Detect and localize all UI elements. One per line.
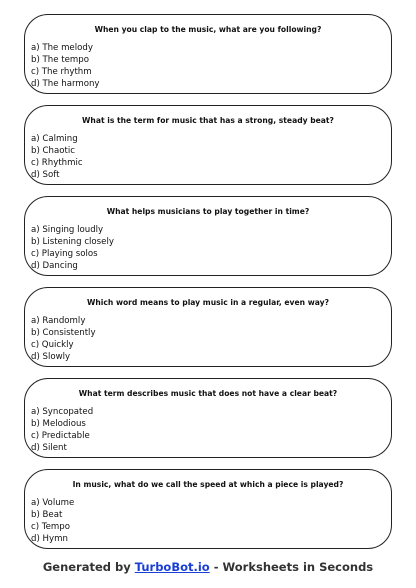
footer-prefix: Generated by	[42, 560, 135, 574]
option-c: c) Tempo	[31, 522, 70, 532]
option-d: d) Soft	[31, 170, 60, 180]
question-card-4	[24, 287, 392, 367]
turbobot-link[interactable]: TurboBot.io	[134, 560, 210, 574]
option-b: b) Melodious	[31, 419, 86, 429]
footer-suffix: - Worksheets in Seconds	[209, 560, 374, 574]
option-d: d) Dancing	[31, 261, 78, 271]
option-b: b) Consistently	[31, 328, 96, 338]
option-a: a) The melody	[31, 43, 93, 53]
question-card-3	[24, 196, 392, 276]
option-c: c) Rhythmic	[31, 158, 83, 168]
question-text: What is the term for music that has a strong, steady beat?	[82, 116, 334, 125]
option-c: c) Quickly	[31, 340, 74, 350]
option-a: a) Singing loudly	[31, 225, 104, 235]
options-list	[31, 497, 74, 545]
option-c: c) Playing solos	[31, 249, 98, 259]
question-card-5	[24, 378, 392, 458]
option-b: b) The tempo	[31, 55, 89, 65]
options-list	[31, 42, 100, 90]
question-text: In music, what do we call the speed at which a piece is played?	[72, 480, 344, 489]
question-text: Which word means to play music in a regular, even way?	[87, 298, 329, 307]
option-b: b) Beat	[31, 510, 63, 520]
option-d: d) Hymn	[31, 534, 68, 544]
option-a: a) Syncopated	[31, 407, 94, 417]
question-card-1	[24, 14, 392, 94]
options-list	[31, 315, 96, 363]
option-d: d) Slowly	[31, 352, 71, 362]
option-c: c) Predictable	[31, 431, 90, 441]
question-card-2	[24, 105, 392, 185]
options-list	[31, 133, 83, 181]
option-c: c) The rhythm	[31, 67, 92, 77]
question-text: When you clap to the music, what are you following?	[94, 25, 322, 34]
option-b: b) Chaotic	[31, 146, 75, 156]
option-a: a) Volume	[31, 498, 75, 508]
option-a: a) Calming	[31, 134, 78, 144]
options-list	[31, 224, 114, 272]
footer	[0, 560, 416, 574]
option-b: b) Listening closely	[31, 237, 114, 247]
options-list	[31, 406, 93, 454]
question-text: What term describes music that does not have a clear beat?	[78, 389, 338, 398]
option-d: d) The harmony	[31, 79, 100, 89]
question-text: What helps musicians to play together in time?	[106, 207, 310, 216]
question-card-6	[24, 469, 392, 549]
option-d: d) Silent	[31, 443, 67, 453]
option-a: a) Randomly	[31, 316, 86, 326]
